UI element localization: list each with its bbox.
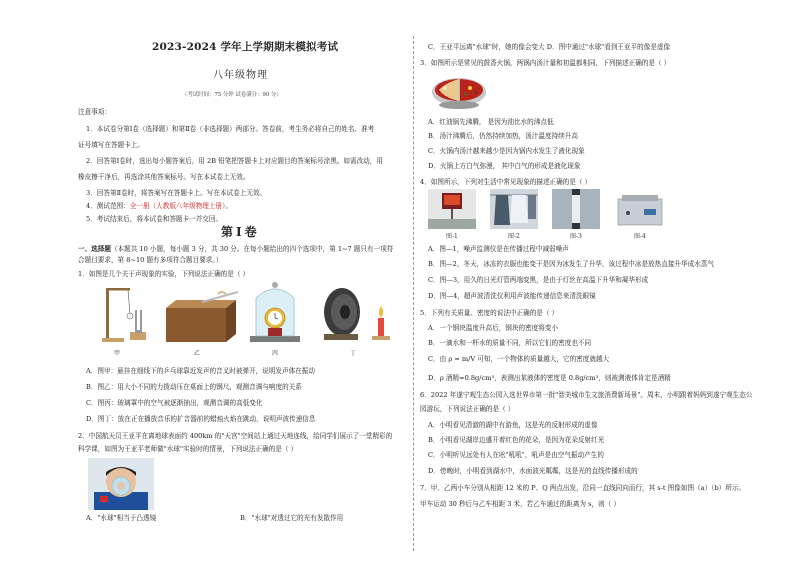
notes-heading: 注意事项： xyxy=(78,108,111,116)
q4-option-a: A．图—1，噪声监测仪是在传播过程中减弱噪声 xyxy=(428,245,569,253)
q2-stem-2: 科学课，如图为王亚平老师做"水球"实验时的情景，下列说法正确的是（ ） xyxy=(78,445,298,453)
q1-fig-jia xyxy=(96,282,156,344)
q4-option-c: C．图—3，用久的日光灯管两端变黑，是由于灯丝在高温下升华和凝华形成 xyxy=(428,276,649,284)
section-intro-2: 合题目要求，第 8~10 题有多项符合题目要求。） xyxy=(78,256,223,264)
note-2b: 橡皮擦干净后，再选涂其他答案标号。写在本试卷上无效。 xyxy=(78,173,250,181)
note-4: 4．测试范围：全一册（人教版八年级物理上册）。 xyxy=(86,202,232,210)
note-1a: 1．本试卷分第Ⅰ卷（选择题）和第Ⅱ卷（非选择题）两部分。答卷前，考生务必将自己的姓名、准考 xyxy=(86,125,375,133)
q5-option-a: A．一个钢块温度升高后，钢块的密度将变小 xyxy=(428,324,559,332)
q4-label-3: 图-3 xyxy=(570,233,582,240)
right-column xyxy=(420,0,760,562)
q4-option-b: B．图—2，冬天，冰冻的衣服也能变干是因为冰发生了升华，该过程中冰是放热直接升华成水蒸气 xyxy=(428,260,714,268)
q2-stem-1: 2．中国航天员王亚平在离地球表面约 400km 的"天宫"空间站上通过天地连线，给同学们展示了一堂精彩的 xyxy=(78,432,393,440)
q5-option-d: D．ρ 酒精=0.8g/cm³，表测出某液体的密度是 0.8g/cm³，则被测液体肯定是酒精 xyxy=(428,374,671,382)
q3-option-a: A．红油锅先沸腾， 是因为油比水的沸点低 xyxy=(428,118,554,126)
q1-label-bing: 丙 xyxy=(272,350,279,357)
q6-option-d: D．傍晚时，小明看到湖水中，水面波光粼粼，这是光的直线传播形成的 xyxy=(428,467,638,475)
q1-fig-ding xyxy=(314,282,394,344)
q4-label-1: 图-1 xyxy=(446,233,458,240)
exam-meta: （考试时间：75 分钟 试卷满分：90 分） xyxy=(182,92,282,98)
q1-fig-bing xyxy=(246,282,304,344)
q1-option-b: B．图乙：用大小不同的力拨动压在桌面上的钢尺，观测音调与响度的关系 xyxy=(86,383,302,391)
q4-option-d: D．图—4，超声波清洗仪利用声波能传递信息来清洗眼镜 xyxy=(428,292,596,300)
q3-option-c: C．火锅内汤汁越来越少是因为锅内水发生了液化现象 xyxy=(428,147,585,155)
q3-option-d: D．火锅上方白气弥漫， 其中白气的形成是液化现象 xyxy=(428,162,581,170)
q4-fig-3 xyxy=(552,189,600,229)
q6-option-b: B．小明看见湖岸边盛开着红色的花朵，是因为花朵反射红光 xyxy=(428,436,605,444)
q6-stem-2: 园游玩，下列说法正确的是（ ） xyxy=(420,405,515,413)
q1-fig-yi xyxy=(162,288,240,344)
q6-stem-1: 6．2022 年遂宁观生态公园入选世界市第一批"智美城市生文旅消费新场景"。周末，小明跟着妈妈到遂宁观生态公 xyxy=(420,391,753,399)
q4-fig-4 xyxy=(614,189,666,229)
q3-option-b: B．汤汁沸腾后，仍然持续加热，汤汁温度持续升高 xyxy=(428,132,578,140)
q6-option-a: A．小明看见清澈的湖中有游鱼，这是光的反射形成的虚像 xyxy=(428,421,598,429)
q4-figures xyxy=(428,189,748,241)
q5-stem: 5．下列有关质量、密度的说法中正确的是（ ） xyxy=(420,309,559,317)
q1-stem: 1．如图是几个关于声现象的实验，下列说法正确的是（ ） xyxy=(78,270,250,278)
note-5: 5．考试结束后，将本试卷和答题卡一并交回。 xyxy=(86,215,223,223)
q1-label-jia: 甲 xyxy=(114,350,121,357)
q1-figures xyxy=(96,282,396,357)
q1-option-c: C．图丙：玻璃罩中的空气被逐渐抽出，观测音调的高低变化 xyxy=(86,399,263,407)
note-3: 3．回答第Ⅱ卷时，将答案写在答题卡上。写在本试卷上无效。 xyxy=(86,189,267,197)
q3-hotpot-image xyxy=(430,70,488,110)
q2-option-a: A．"水球"相当于凸透镜 xyxy=(86,514,157,522)
test-scope: 全一册（人教版八年级物理上册） xyxy=(129,202,226,210)
q2-water-ball-image xyxy=(88,458,154,510)
q1-label-ding: 丁 xyxy=(350,350,357,357)
q4-fig-2 xyxy=(490,189,538,229)
exam-title: 2023-2024 学年上学期期末模拟考试 xyxy=(152,41,339,53)
left-column xyxy=(78,0,410,562)
exam-subject: 八年级物理 xyxy=(213,70,268,81)
q1-option-a: A．图甲：悬挂在细线下的乒乓球靠近发声的音叉时被弹开，说明发声体在振动 xyxy=(86,367,315,375)
q1-option-d: D．图丁：放在正在播放音乐的扩音器前的蜡烛火焰在跳动，说明声波传递信息 xyxy=(86,415,316,423)
q4-stem: 4．如图所示，下列对生活中常见现象的描述正确的是（ ） xyxy=(420,178,592,186)
column-divider xyxy=(413,36,414,551)
q2-option-cd: C．王亚平远离"水球"时，她的像会变大 D．图中通过"水球"看到王亚平的像是虚像 xyxy=(428,43,671,51)
section-title: 第Ⅰ卷 xyxy=(221,225,260,239)
note-1b: 证号填写在答题卡上。 xyxy=(78,141,144,149)
section-intro-1: 一、选择题（本题共 10 小题，每小题 3 分，共 30 分。在每小题给出的四个选项中，第 1~7 题只有一项符 xyxy=(78,245,394,253)
q6-option-c: C．小明听见远处有人在吆"吼吼"，吼声是由空气振动产生的 xyxy=(428,451,604,459)
q4-label-2: 图-2 xyxy=(508,233,520,240)
q3-stem: 3．如图所示是常见的鼓香火锅，两锅内汤汁量和初温都相同，下列描述正确的是（ ） xyxy=(420,59,671,67)
q2-option-b: B．"水球"对透过它的光有发散作用 xyxy=(240,514,344,522)
q4-label-4: 图-4 xyxy=(634,233,646,240)
q5-option-c: C．由 ρ = m/V 可知，一个物体的质量越大，它的密度就越大 xyxy=(428,355,610,363)
q4-fig-1 xyxy=(428,189,476,229)
q7-stem-2: 甲车运动 30 秒后与乙车相距 3 米，若乙车通过的距离为 s，则（ ） xyxy=(420,500,620,508)
q7-stem-1: 7．甲、乙两小车分别从相距 12 米的 P、Q 两点出发，沿同一直线同向而行，其 s-t 图像如图（a）（b）所示。 xyxy=(420,484,746,492)
note-2a: 2．回答第Ⅰ卷时，选出每小题答案后，用 2B 铅笔把答题卡上对应题目的答案标号涂黑。如需改动，用 xyxy=(86,157,383,165)
q1-label-yi: 乙 xyxy=(194,350,201,357)
q5-option-b: B．一滴水和一杯水的质量不同，所以它们的密度也不同 xyxy=(428,339,592,347)
